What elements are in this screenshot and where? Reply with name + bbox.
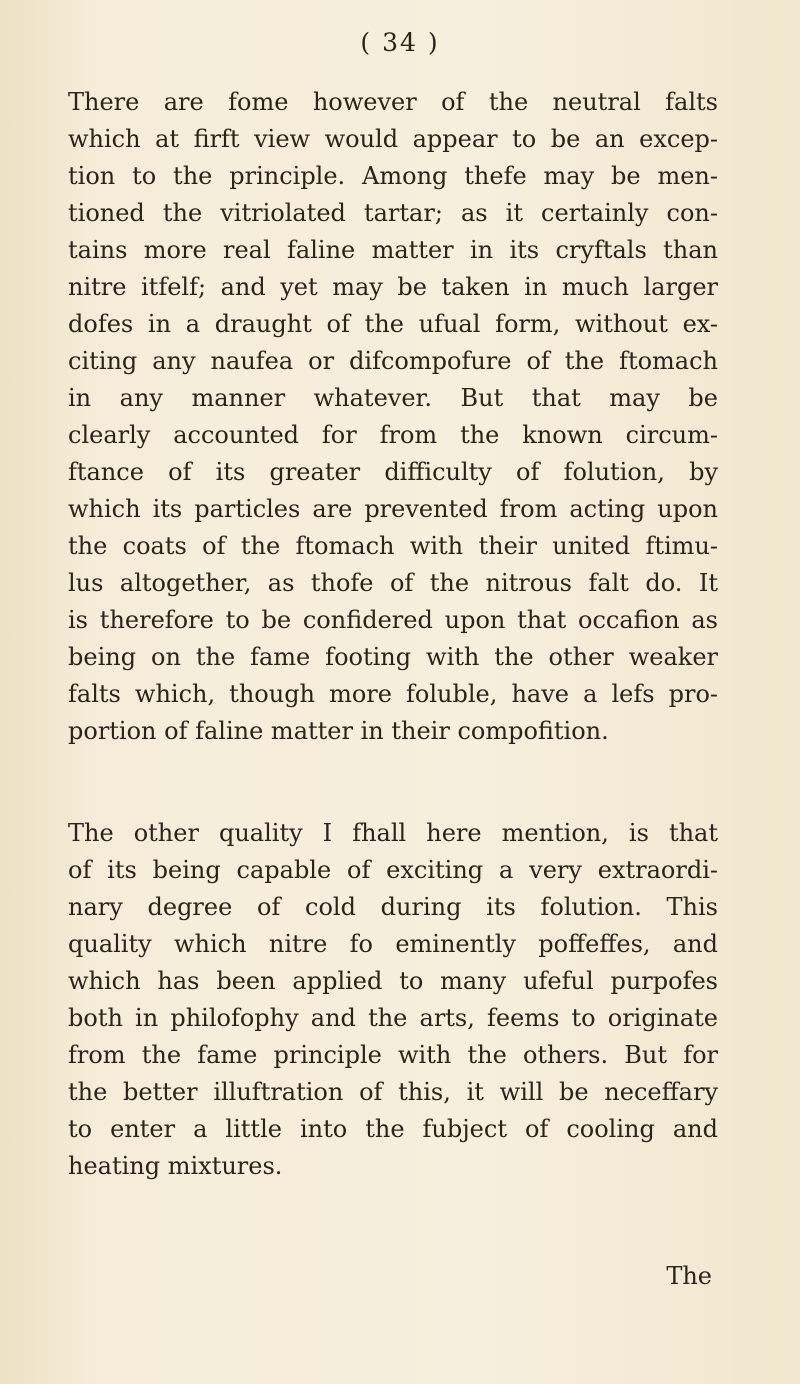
text-line: the coats of the ftomach with their united ftimu- [68,532,718,560]
text-line: the better illuftration of this, it will be neceffary [68,1078,718,1106]
text-line: tion to the principle. Among thefe may be men- [68,162,718,190]
text-line: which at firft view would appear to be an excep- [68,125,718,153]
text-line: ftance of its greater difficulty of folution, by [68,458,718,486]
text-line: tains more real faline matter in its cryftals than [68,236,718,264]
paragraph-1 [68,84,718,750]
text-line: which its particles are prevented from acting upon [68,495,718,523]
text-line: to enter a little into the fubject of cooling and [68,1115,718,1143]
text-line: clearly accounted for from the known circum- [68,421,718,449]
text-line: dofes in a draught of the ufual form, without ex- [68,310,718,338]
text-line: both in philofophy and the arts, feems to originate [68,1004,718,1032]
text-line: falts which, though more foluble, have a lefs pro- [68,680,718,708]
text-line: The other quality I fhall here mention, is that [68,819,718,847]
page-number: ( 34 ) [360,28,440,57]
text-line: There are fome however of the neutral falts [68,88,718,116]
text-line: quality which nitre fo eminently poffeffes, and [68,930,718,958]
text-line: citing any naufea or difcompofure of the ftomach [68,347,718,375]
text-line: from the fame principle with the others. But for [68,1041,718,1069]
text-line: tioned the vitriolated tartar; as it certainly con- [68,199,718,227]
catchword: The [666,1262,712,1290]
text-line: nary degree of cold during its folution. This [68,893,718,921]
text-line: in any manner whatever. But that may be [68,384,718,412]
text-line: is therefore to be confidered upon that occafion as [68,606,718,634]
text-line: nitre itfelf; and yet may be taken in much larger [68,273,718,301]
text-line: portion of faline matter in their compofition. [68,717,609,745]
text-line: lus altogether, as thofe of the nitrous falt do. It [68,569,718,597]
text-line: which has been applied to many ufeful purpofes [68,967,718,995]
text-line: heating mixtures. [68,1152,283,1180]
text-line: of its being capable of exciting a very extraordi- [68,856,718,884]
text-line: being on the fame footing with the other weaker [68,643,718,671]
paragraph-2 [68,815,718,1185]
